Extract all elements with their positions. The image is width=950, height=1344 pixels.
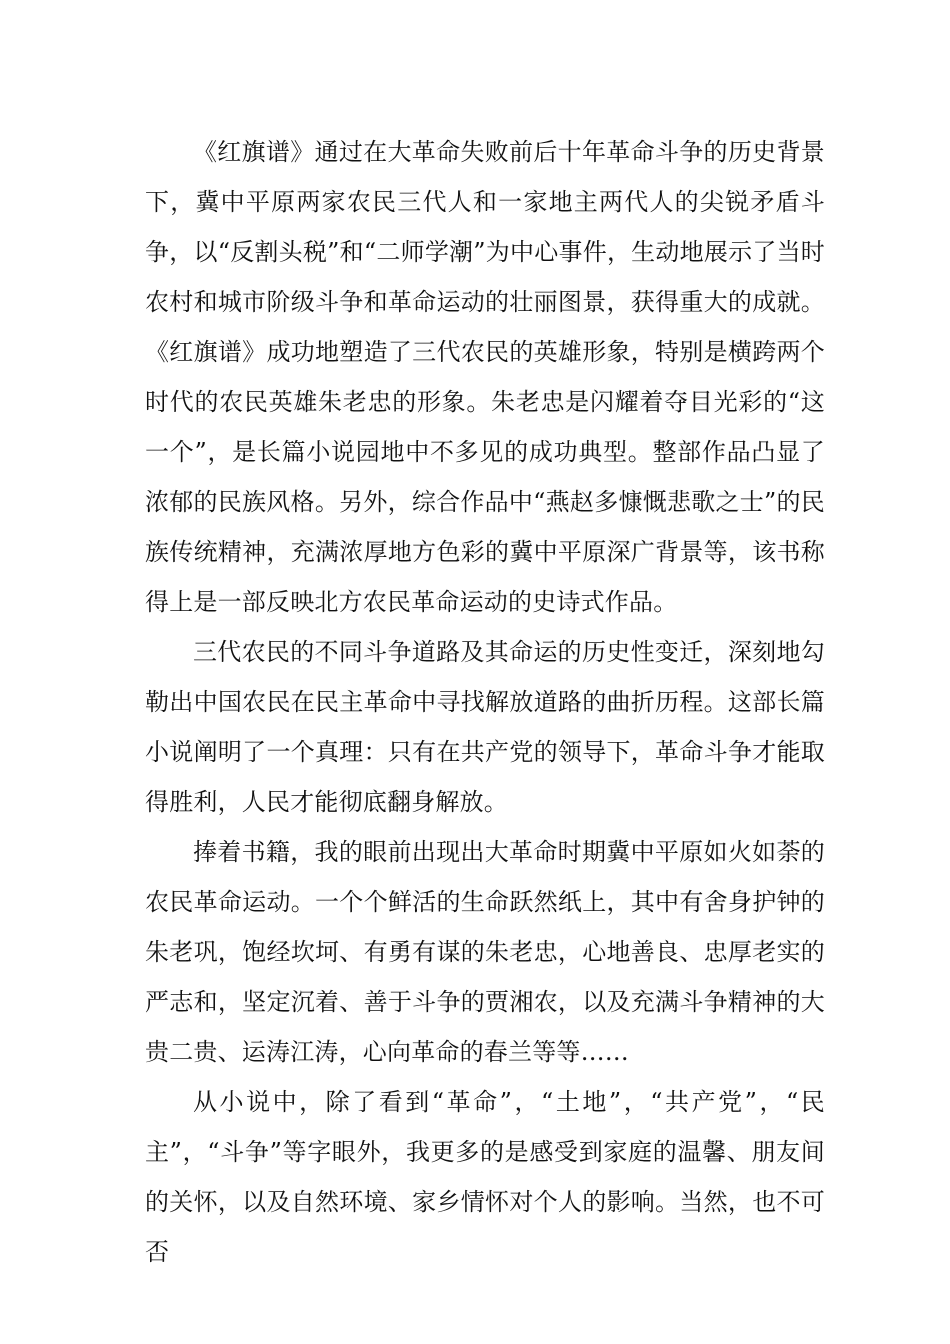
body-text — [145, 127, 825, 1277]
paragraph-2: 三代农民的不同斗争道路及其命运的历史性变迁，深刻地勾勒出中国农民在民主革命中寻找解放道路的曲折历程。这部长篇小说阐明了一个真理：只有在共产党的领导下，革命斗争才能取得胜利，人民才能彻底翻身解放。 — [145, 638, 825, 816]
paragraph-1: 《红旗谱》通过在大革命失败前后十年革命斗争的历史背景下，冀中平原两家农民三代人和一家地主两代人的尖锐矛盾斗争，以“反割头税”和“二师学潮”为中心事件，生动地展示了当时农村和城市阶级斗争和革命运动的壮丽图景，获得重大的成就。《红旗谱》成功地塑造了三代农民的英雄形象，特别是横跨两个时代的农民英雄朱老忠的形象。朱老忠是闪耀着夺目光彩的“这一个”，是长篇小说园地中不多见的成功典型。整部作品凸显了浓郁的民族风格。另外，综合作品中“燕赵多慷慨悲歌之士”的民族传统精神，充满浓厚地方色彩的冀中平原深广背景等，该书称得上是一部反映北方农民革命运动的史诗式作品。 — [145, 138, 825, 616]
paragraph-3: 捧着书籍，我的眼前出现出大革命时期冀中平原如火如荼的农民革命运动。一个个鲜活的生命跃然纸上，其中有舍身护钟的朱老巩，饱经坎坷、有勇有谋的朱老忠，心地善良、忠厚老实的严志和，坚定沉着、善于斗争的贾湘农，以及充满斗争精神的大贵二贵、运涛江涛，心向革命的春兰等等…… — [145, 838, 825, 1066]
paragraph-4: 从小说中，除了看到“革命”，“土地”，“共产党”，“民主”，“斗争”等字眼外，我更多的是感受到家庭的温馨、朋友间的关怀，以及自然环境、家乡情怀对个人的影响。当然，也不可否 — [145, 1088, 825, 1266]
